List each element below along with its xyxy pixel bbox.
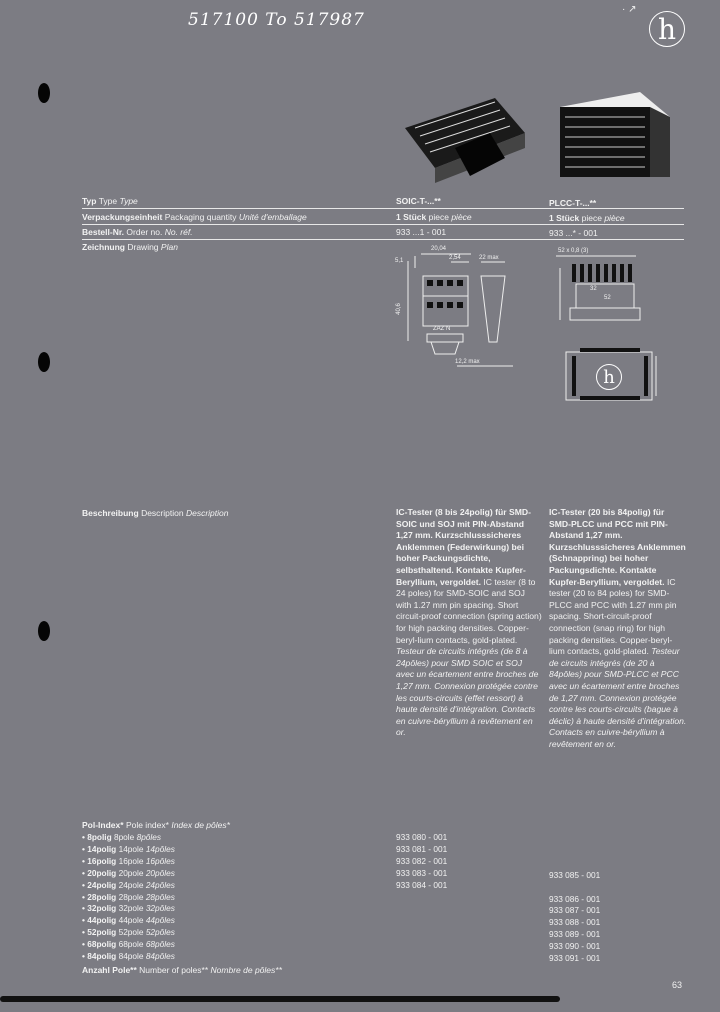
pole-row-en: 44pole	[118, 915, 144, 925]
row-zeichnung: Zeichnung Drawing Plan	[82, 242, 178, 252]
plcc-tester-image	[545, 82, 685, 190]
scan-edge	[0, 996, 560, 1002]
pole-row-fr: 14pôles	[145, 844, 175, 854]
drawing-logo-icon	[596, 364, 622, 390]
pole-row	[82, 880, 175, 890]
pole-row-de: • 20polig	[82, 868, 117, 878]
soic-drawing	[393, 246, 519, 376]
soic-dim-b: 22 max	[479, 255, 499, 261]
pole-row	[82, 892, 175, 902]
pole-row-en: 16pole	[118, 856, 144, 866]
pole-row-en: 20pole	[118, 868, 144, 878]
row-beschreibung: Beschreibung Description Description	[82, 508, 229, 518]
divider	[82, 239, 684, 240]
pole-row-en: 28pole	[118, 892, 144, 902]
row-bestell: Bestell-Nr. Order no. No. réf.	[82, 227, 193, 237]
divider	[82, 208, 684, 209]
pole-row-de: • 44polig	[82, 915, 117, 925]
pol-index-label: Pol-Index* Pole index* Index de pôles*	[82, 820, 230, 830]
soic-dim-c: 5,1	[395, 258, 404, 264]
plcc-pole-code: 933 087 - 001	[549, 905, 601, 915]
plcc-order: 933 ...* - 001	[549, 228, 598, 238]
anzahl-pole-label: Anzahl Pole** Number of poles** Nombre de pôles**	[82, 965, 282, 975]
divider	[82, 224, 684, 225]
plcc-pole-code: 933 086 - 001	[549, 894, 601, 904]
plcc-type: PLCC-T-...**	[549, 198, 597, 208]
plcc-pole-code: 933 088 - 001	[549, 917, 601, 927]
plcc-drawing	[546, 246, 680, 416]
punch-hole-icon	[38, 83, 50, 103]
row-verpackung: Verpackungseinheit Packaging quantity Unité d'emballage	[82, 212, 307, 222]
plcc-pole-code: 933 085 - 001	[549, 870, 601, 880]
soic-dim-top: 20,04	[431, 246, 447, 252]
pole-row	[82, 868, 175, 878]
plcc-pole-code: 933 090 - 001	[549, 941, 601, 951]
company-logo-icon	[649, 11, 685, 47]
page-number: 63	[672, 980, 683, 990]
pole-row-de: • 14polig	[82, 844, 117, 854]
soic-pole-code: 933 084 - 001	[396, 880, 448, 890]
pole-row-fr: 32pôles	[145, 903, 175, 913]
pole-row	[82, 844, 175, 854]
soic-pole-code: 933 080 - 001	[396, 832, 448, 842]
drawing-logo-letter: h	[603, 366, 615, 388]
plcc-pole-code: 933 091 - 001	[549, 953, 601, 963]
pole-row	[82, 832, 161, 842]
plcc-dim-top: 52 x 0,8 (3)	[558, 248, 589, 254]
soic-description	[396, 507, 542, 739]
plcc-dim-a: 32	[590, 286, 597, 292]
plcc-pole-code: 933 089 - 001	[549, 929, 601, 939]
header-marks: · ↗	[622, 4, 637, 15]
row-typ: Typ Type Type	[82, 196, 138, 206]
pole-row	[82, 951, 175, 961]
pole-row	[82, 856, 175, 866]
soic-dim-e: 12,2 max	[455, 359, 480, 365]
pole-row	[82, 939, 175, 949]
pole-row	[82, 915, 175, 925]
soic-tester-image	[395, 88, 535, 188]
pole-row-en: 84pole	[118, 951, 144, 961]
soic-order: 933 ...1 - 001	[396, 227, 447, 237]
pole-row-fr: 68pôles	[145, 939, 175, 949]
pole-row-en: 68pole	[118, 939, 144, 949]
plcc-dim-b: 52	[604, 295, 611, 301]
pole-row-fr: 8pôles	[136, 832, 162, 842]
logo-letter: h	[657, 12, 677, 46]
soic-dim-a: 2,54	[449, 255, 461, 261]
plcc-pack: 1 Stück piece pièce	[549, 213, 625, 223]
pole-row-de: • 16polig	[82, 856, 117, 866]
pole-row-de: • 84polig	[82, 951, 117, 961]
soic-dim-d: 40,6	[395, 303, 402, 315]
pole-row-en: 24pole	[118, 880, 144, 890]
soic-desc-fr: Testeur de circuits intégrés (de 8 à 24pôles) pour SMD SOIC et SOJ avec un écartement entre broches de 1,27 mm. Connexion protégée contre les courts-circuits (effet ressort) à haute densité d'intégration. Contacts en cuivre-béryllium à revêtement en or.	[396, 646, 539, 738]
pole-row	[82, 903, 175, 913]
pole-row-de: • 68polig	[82, 939, 117, 949]
pole-row-fr: 84pôles	[145, 951, 175, 961]
pole-row-fr: 28pôles	[145, 892, 175, 902]
soic-desc-de: IC-Tester (8 bis 24polig) für SMD-SOIC und SOJ mit PIN-Abstand 1,27 mm. Kurzschlusssicheres Anklemmen (Federwirkung) bei hoher Packungsdichte, selbsthaltend. Kontakte Kupfer-Beryllium, vergoldet.	[396, 507, 531, 587]
pole-row-fr: 20pôles	[145, 868, 175, 878]
pole-row-en: 32pole	[118, 903, 144, 913]
punch-hole-icon	[38, 621, 50, 641]
pole-row-de: • 52polig	[82, 927, 117, 937]
plcc-desc-en: IC tester (20 to 84 poles) for SMD-PLCC and PCC with 1.27 mm pin spacing. Short-circuit-proof connection (snap ring) for high packing densities. Copper-beryl-lium contacts, gold-plated.	[549, 576, 677, 657]
pole-row-fr: 52pôles	[145, 927, 175, 937]
pole-row-de: • 8polig	[82, 832, 112, 842]
pole-row-de: • 28polig	[82, 892, 117, 902]
plcc-description	[549, 507, 687, 750]
plcc-desc-fr: Testeur de circuits intégrés (de 20 à 84pôles) pour SMD-PLCC et PCC avec un écartement entre broches de 1,27 mm. Connexion protégée contre les courts-circuits (bague à déclic) à haute densité d'intégration. Contacts en cuivre-béryllium à revêtement en or.	[549, 646, 687, 749]
pole-row-de: • 24polig	[82, 880, 117, 890]
soic-pole-code: 933 082 - 001	[396, 856, 448, 866]
plcc-desc-de: IC-Tester (20 bis 84polig) für SMD-PLCC und PCC mit PIN-Abstand 1,27 mm. Kurzschlusssicheres Anklemmen (Schnappring) bei hoher Packungsdichte. Kontakte Kupfer-Beryllium, vergoldet.	[549, 507, 686, 587]
pole-row-en: 14pole	[118, 844, 144, 854]
soic-dim-label: ZAZ N	[433, 326, 451, 332]
pole-row-fr: 16pôles	[145, 856, 175, 866]
soic-desc-en: IC tester (8 to 24 poles) for SMD-SOIC and SOJ with 1.27 mm pin spacing. Short circuit-proof connection (spring action) for high packing densities. Copper-beryl-lium contacts, gold-plated.	[396, 576, 542, 645]
pole-row	[82, 927, 175, 937]
pole-row-de: • 32polig	[82, 903, 117, 913]
pole-row-fr: 44pôles	[145, 915, 175, 925]
pole-row-en: 52pole	[118, 927, 144, 937]
pole-row-en: 8pole	[113, 832, 135, 842]
handwritten-note: 517100 To 517987	[188, 10, 365, 30]
soic-pole-code: 933 083 - 001	[396, 868, 448, 878]
punch-hole-icon	[38, 352, 50, 372]
soic-pack: 1 Stück piece pièce	[396, 212, 472, 222]
pole-row-fr: 24pôles	[145, 880, 175, 890]
soic-type: SOIC-T-...**	[396, 196, 441, 206]
soic-pole-code: 933 081 - 001	[396, 844, 448, 854]
